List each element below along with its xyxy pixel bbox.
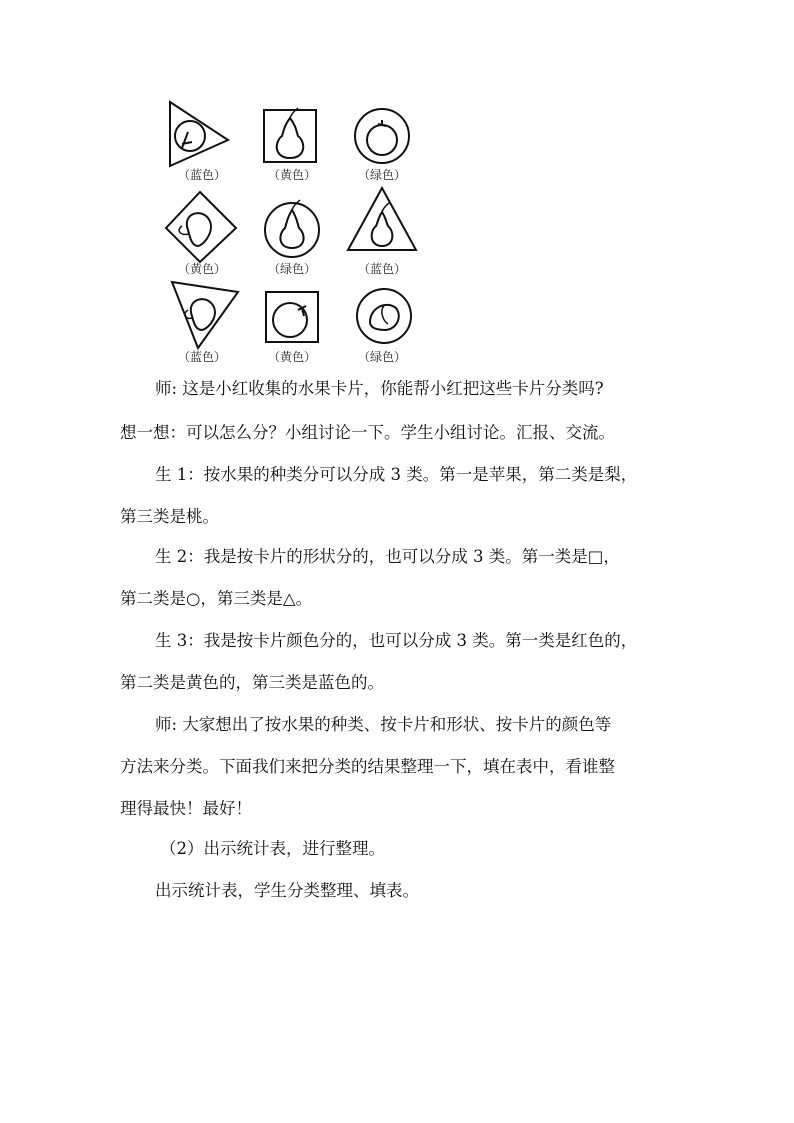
paragraph-student3-line1: 生 3：我是按卡片颜色分的，也可以分成 3 类。第一类是红色的，	[155, 631, 638, 650]
paragraph-student2-line2: 第二类是○，第三类是△。	[120, 589, 313, 608]
fruit-cards-figure	[160, 96, 430, 366]
paragraph-teacher-summary-line1: 师: 大家想出了按水果的种类、按卡片和形状、按卡片的颜色等	[155, 715, 612, 734]
card-5-color-label: （绿色）	[267, 262, 316, 276]
card-8-color-label: （黄色）	[267, 350, 316, 364]
card-4-color-label: （黄色）	[177, 262, 226, 276]
card-5-circle-pear	[265, 200, 319, 257]
paragraph-teacher-summary-line2: 方法来分类。下面我们来把分类的结果整理一下，填在表中，看谁整	[120, 757, 615, 776]
card-3-circle-apple	[355, 109, 409, 163]
paragraph-student1-line1: 生 1：按水果的种类分可以分成 3 类。第一是苹果，第二类是梨，	[155, 465, 638, 484]
card-8-square-apple	[266, 292, 318, 342]
paragraph-teacher-question: 师: 这是小红收集的水果卡片，你能帮小红把这些卡片分类吗?	[155, 379, 604, 398]
card-7-triangle-down-peach	[172, 282, 238, 348]
paragraph-student1-line2: 第三类是桃。	[120, 507, 219, 526]
card-2-square-pear	[264, 108, 316, 162]
card-4-diamond-peach	[166, 192, 236, 262]
card-6-triangle-pear	[348, 188, 416, 250]
card-9-circle-peach	[357, 289, 411, 343]
card-3-color-label: （绿色）	[357, 168, 406, 182]
paragraph-think-discuss: 想一想：可以怎么分？小组讨论一下。学生小组讨论。汇报、交流。	[120, 423, 615, 442]
card-1-triangle-apple	[170, 102, 228, 166]
card-2-color-label: （黄色）	[267, 168, 316, 182]
paragraph-show-table: 出示统计表，学生分类整理、填表。	[155, 881, 419, 900]
paragraph-student2-line1: 生 2：我是按卡片的形状分的，也可以分成 3 类。第一类是□，	[155, 547, 620, 566]
card-1-color-label: （蓝色）	[177, 168, 226, 182]
card-9-color-label: （绿色）	[357, 350, 406, 364]
paragraph-teacher-summary-line3: 理得最快！最好！	[120, 799, 252, 818]
card-7-color-label: （蓝色）	[177, 350, 226, 364]
paragraph-student3-line2: 第二类是黄色的，第三类是蓝色的。	[120, 673, 384, 692]
paragraph-step2: （2）出示统计表，进行整理。	[160, 839, 385, 858]
card-6-color-label: （蓝色）	[357, 262, 406, 276]
